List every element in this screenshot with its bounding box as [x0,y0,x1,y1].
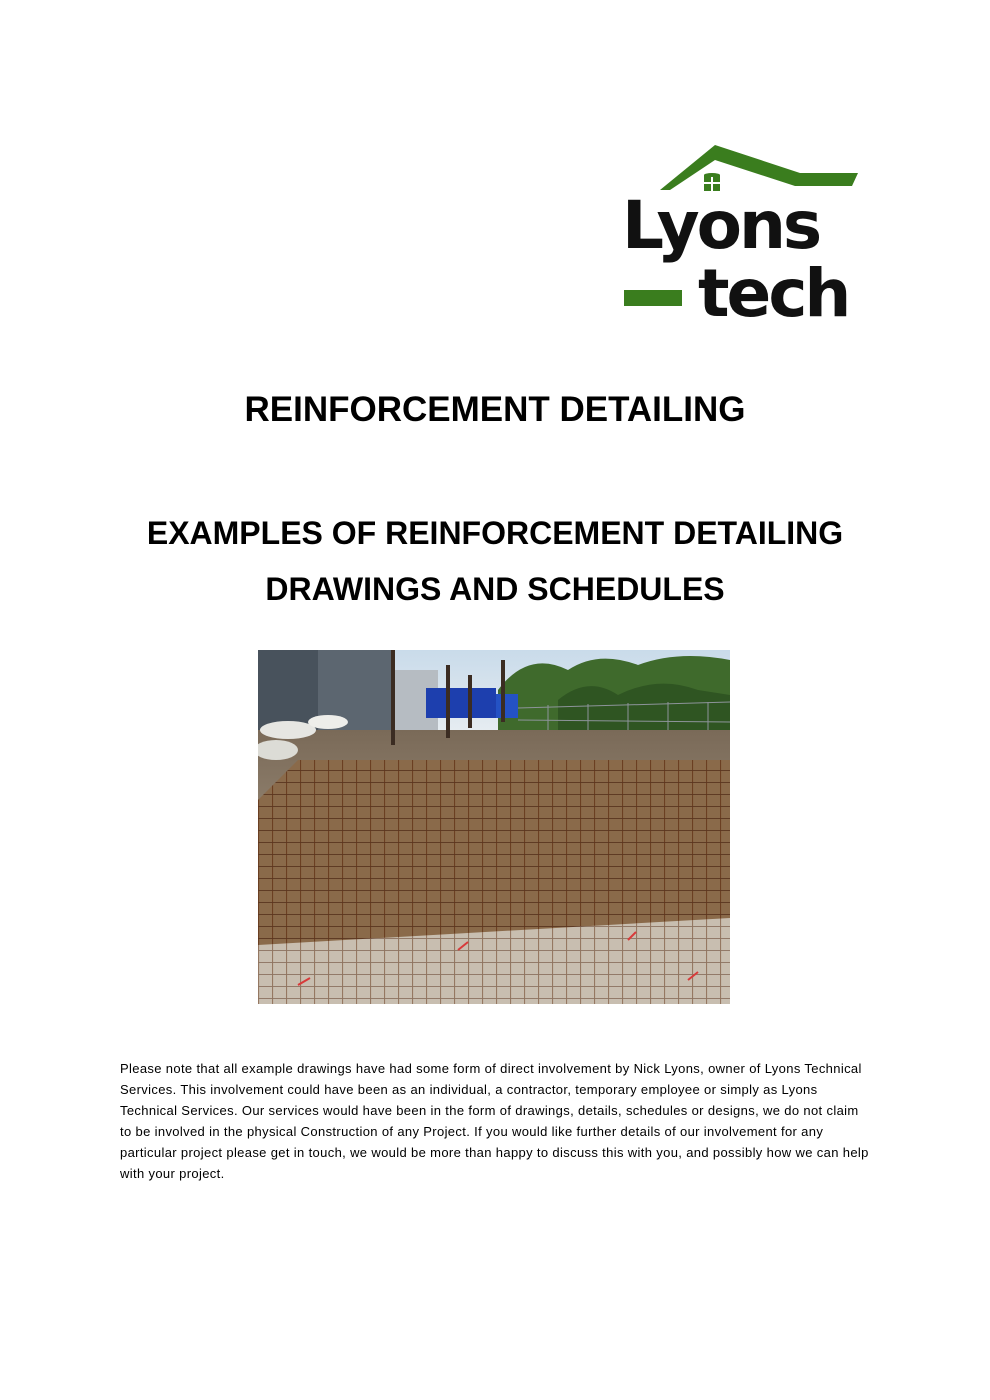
rebar-photo-illustration [258,650,730,1004]
subtitle-line-1: EXAMPLES OF REINFORCEMENT DETAILING [146,515,844,551]
page-title: REINFORCEMENT DETAILING [244,390,746,429]
company-logo [620,140,875,325]
page-subtitle [0,505,990,617]
logo-dash [624,290,682,306]
rebar-site-photo [258,650,730,1004]
logo-word-tech: tech [698,255,849,325]
lyons-tech-logo-graphic [620,140,875,325]
logo-word-lyons: Lyons [622,187,820,264]
logo-roof [660,145,858,190]
involvement-notice: Please note that all example drawings have had some form of direct involvement by Nick Lyons, owner of Lyons Technical Services. This involvement could have been as an individual, a contractor, temporary employee or simply as Lyons Technical Services. Our services would have been in the form of drawings, details, schedules or designs, we do not claim to be involved in the physical Construction of any Project. If you would like further details of our involvement for any particular project please get in touch, we would be more than happy to discuss this with you, and possibly how we can help with your project. [120,1061,869,1181]
subtitle-line-2: DRAWINGS AND SCHEDULES [265,571,725,607]
